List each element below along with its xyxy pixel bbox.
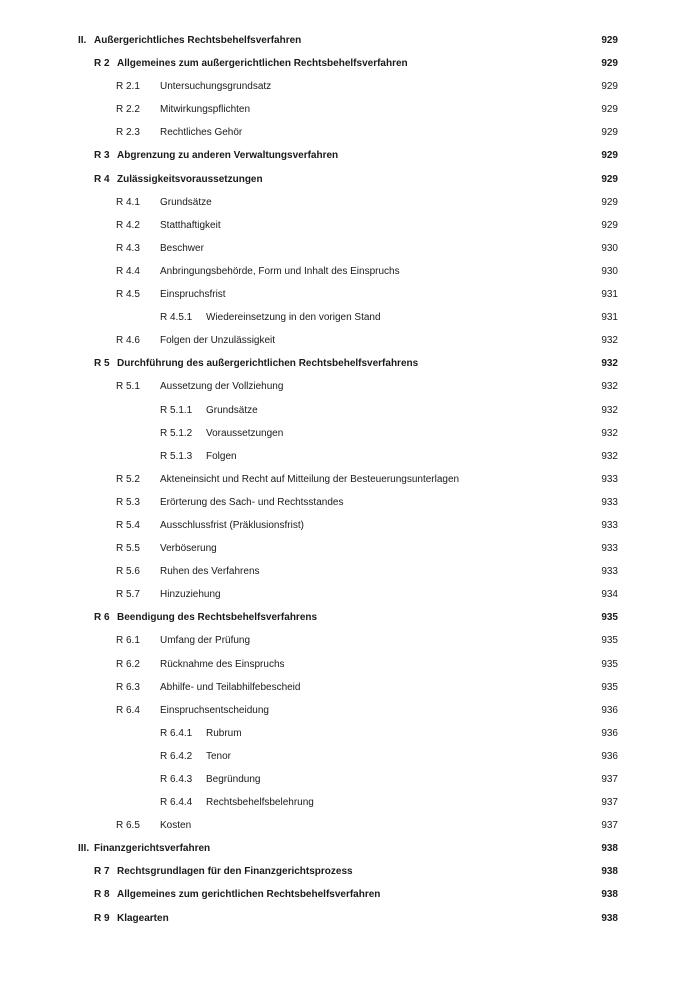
toc-entry-num: II. — [78, 35, 87, 46]
toc-entry-title: Ausschlussfrist (Präklusionsfrist) — [160, 519, 304, 531]
toc-entry-num: R 5.7 — [116, 589, 140, 601]
toc-entry — [0, 514, 700, 537]
toc-entry-num: R 5.6 — [116, 566, 140, 578]
toc-entry — [0, 676, 700, 699]
toc-entry-title: Statthaftigkeit — [160, 219, 221, 231]
toc-entry — [0, 768, 700, 791]
toc-entry-page: 937 — [601, 820, 618, 832]
toc-entry-title: Allgemeines zum gerichtlichen Rechtsbehelfsverfahren — [117, 889, 381, 901]
toc-entry-page: 930 — [601, 242, 618, 254]
toc-entry-num: R 4.5.1 — [160, 312, 193, 324]
toc-entry-num: R 8 — [94, 889, 110, 901]
toc-entry-num: R 5.3 — [116, 496, 140, 508]
toc-entry — [0, 653, 700, 676]
toc-entry-title: Durchführung des außergerichtlichen Rechtsbehelfsverfahrens — [117, 358, 419, 370]
toc-entry — [0, 560, 700, 583]
toc-entry — [0, 606, 700, 629]
toc-entry — [0, 214, 700, 237]
toc-entry — [0, 422, 700, 445]
toc-entry — [0, 237, 700, 260]
toc-entry-page: 933 — [601, 543, 618, 555]
toc-entry — [0, 883, 700, 906]
toc-entry-num: R 5.5 — [116, 543, 140, 555]
toc-entry-page: 932 — [601, 427, 618, 439]
toc-entry-title: Grundsätze — [206, 404, 258, 416]
toc-entry-num: R 6.4.3 — [160, 774, 193, 785]
toc-entry-page: 929 — [601, 81, 618, 93]
toc-entry-title: Tenor — [206, 750, 232, 762]
toc-entry-num: R 6 — [94, 612, 110, 624]
toc-entry-title: Allgemeines zum außergerichtlichen Rechtsbehelfsverfahren — [117, 58, 408, 70]
toc-entry-page: 938 — [601, 912, 618, 924]
toc-entry — [0, 583, 700, 606]
toc-entry-title: Hinzuziehung — [160, 589, 221, 601]
toc-entry — [0, 98, 700, 121]
toc-entry-title: Folgen — [206, 450, 237, 462]
toc-entry-num: R 9 — [94, 912, 110, 924]
toc-entry — [0, 75, 700, 98]
toc-entry-title: Erörterung des Sach- und Rechtsstandes — [160, 496, 344, 508]
toc-entry-title: Rechtsgrundlagen für den Finanzgerichtsprozess — [117, 866, 353, 878]
toc-entry-num: R 2.3 — [116, 127, 140, 139]
toc-entry-num: R 6.4.1 — [160, 727, 193, 739]
toc-entry — [0, 121, 700, 144]
toc-entry-title: Wiedereinsetzung in den vorigen Stand — [206, 312, 381, 324]
toc-entry-num: R 2.2 — [116, 104, 140, 116]
toc-entry-num: R 6.4 — [116, 704, 140, 716]
toc-entry-num: R 5.1 — [116, 381, 140, 393]
table-of-contents — [0, 29, 700, 930]
toc-entry — [0, 699, 700, 722]
toc-entry-page: 937 — [601, 774, 618, 785]
toc-entry-title: Voraussetzungen — [206, 427, 284, 439]
toc-entry-title: Akteneinsicht und Recht auf Mitteilung der Besteuerungsunterlagen — [160, 473, 460, 485]
toc-entry-title: Einspruchsfrist — [160, 289, 226, 301]
toc-entry-title: Anbringungsbehörde, Form und Inhalt des Einspruchs — [160, 265, 400, 277]
toc-entry-num: R 6.4.4 — [160, 797, 193, 809]
toc-entry-num: R 6.2 — [116, 658, 140, 670]
toc-entry-title: Kosten — [160, 820, 192, 832]
toc-entry-num: R 4.2 — [116, 219, 140, 231]
toc-entry-page: 929 — [601, 104, 618, 116]
toc-entry-title: Finanzgerichtsverfahren — [94, 843, 211, 855]
toc-entry-num: R 5.2 — [116, 473, 140, 485]
toc-entry-title: Aussetzung der Vollziehung — [160, 381, 284, 393]
toc-entry — [0, 837, 700, 860]
toc-entry — [0, 168, 700, 191]
toc-entry-page: 932 — [601, 358, 618, 370]
toc-entry — [0, 468, 700, 491]
toc-entry-title: Mitwirkungspflichten — [160, 104, 251, 116]
toc-entry-title: Begründung — [206, 774, 261, 785]
toc-entry-num: III. — [78, 843, 90, 855]
toc-entry-title: Rechtliches Gehör — [160, 127, 243, 139]
toc-entry-num: R 6.1 — [116, 635, 140, 647]
toc-entry-page: 936 — [601, 750, 618, 762]
toc-entry-page: 933 — [601, 519, 618, 531]
toc-entry-page: 935 — [601, 658, 618, 670]
toc-entry — [0, 283, 700, 306]
toc-entry-page: 929 — [601, 127, 618, 139]
toc-entry — [0, 306, 700, 329]
toc-entry — [0, 375, 700, 398]
toc-entry-title: Folgen der Unzulässigkeit — [160, 335, 276, 347]
toc-entry — [0, 260, 700, 283]
toc-entry-num: R 2 — [94, 58, 110, 70]
toc-entry — [0, 329, 700, 352]
toc-entry-title: Rechtsbehelfsbelehrung — [206, 797, 314, 809]
toc-entry-page: 932 — [601, 381, 618, 393]
toc-entry-num: R 4 — [94, 173, 110, 185]
toc-entry-num: R 4.5 — [116, 289, 140, 301]
toc-entry-page: 938 — [601, 843, 618, 855]
toc-entry-num: R 3 — [94, 150, 110, 162]
toc-entry-page: 929 — [601, 196, 618, 208]
toc-entry — [0, 791, 700, 814]
toc-entry — [0, 445, 700, 468]
toc-entry-title: Beschwer — [160, 242, 204, 254]
toc-entry — [0, 722, 700, 745]
toc-entry-page: 935 — [601, 635, 618, 647]
toc-entry-page: 932 — [601, 335, 618, 347]
toc-entry-page: 935 — [601, 681, 618, 693]
toc-entry-title: Außergerichtliches Rechtsbehelfsverfahren — [94, 35, 302, 46]
toc-entry — [0, 399, 700, 422]
toc-entry-title: Umfang der Prüfung — [160, 635, 251, 647]
toc-entry-title: Verböserung — [160, 543, 217, 555]
toc-entry — [0, 352, 700, 375]
toc-entry-title: Abgrenzung zu anderen Verwaltungsverfahren — [117, 150, 339, 162]
toc-entry-num: R 2.1 — [116, 81, 140, 93]
toc-entry — [0, 191, 700, 214]
toc-entry-title: Rücknahme des Einspruchs — [160, 658, 285, 670]
toc-entry-num: R 5 — [94, 358, 110, 370]
toc-entry-page: 929 — [601, 219, 618, 231]
toc-entry-title: Einspruchsentscheidung — [160, 704, 269, 716]
toc-entry-page: 929 — [601, 173, 618, 185]
toc-entry-title: Klagearten — [117, 912, 169, 924]
toc-entry-page: 938 — [601, 889, 618, 901]
toc-entry-title: Rubrum — [206, 727, 242, 739]
toc-entry-title: Beendigung des Rechtsbehelfsverfahrens — [117, 612, 318, 624]
toc-entry-num: R 4.4 — [116, 265, 140, 277]
toc-entry-page: 929 — [601, 58, 618, 70]
toc-entry-page: 938 — [601, 866, 618, 878]
toc-entry-page: 934 — [601, 589, 618, 601]
toc-entry-num: R 5.1.1 — [160, 404, 193, 416]
toc-entry-page: 933 — [601, 496, 618, 508]
toc-entry-num: R 4.3 — [116, 242, 140, 254]
toc-entry-page: 931 — [601, 289, 618, 301]
toc-entry — [0, 537, 700, 560]
toc-entry-page: 929 — [601, 150, 618, 162]
toc-entry-page: 935 — [601, 612, 618, 624]
toc-entry-num: R 6.4.2 — [160, 750, 193, 762]
toc-entry-page: 933 — [601, 473, 618, 485]
toc-entry-page: 929 — [601, 35, 618, 46]
toc-entry — [0, 814, 700, 837]
toc-entry-page: 933 — [601, 566, 618, 578]
toc-entry-page: 930 — [601, 265, 618, 277]
toc-entry — [0, 907, 700, 930]
toc-entry-page: 937 — [601, 797, 618, 809]
toc-entry-num: R 4.6 — [116, 335, 140, 347]
toc-entry-page: 931 — [601, 312, 618, 324]
toc-entry — [0, 629, 700, 652]
toc-entry-num: R 4.1 — [116, 196, 140, 208]
toc-entry — [0, 491, 700, 514]
toc-entry-page: 932 — [601, 450, 618, 462]
toc-entry-num: R 5.1.3 — [160, 450, 193, 462]
toc-entry-num: R 5.4 — [116, 519, 140, 531]
toc-entry — [0, 52, 700, 75]
toc-entry-num: R 5.1.2 — [160, 427, 193, 439]
toc-entry — [0, 144, 700, 167]
toc-entry-page: 936 — [601, 727, 618, 739]
toc-entry-title: Grundsätze — [160, 196, 212, 208]
toc-entry-page: 936 — [601, 704, 618, 716]
toc-entry — [0, 860, 700, 883]
toc-entry-num: R 6.3 — [116, 681, 140, 693]
toc-entry-title: Untersuchungsgrundsatz — [160, 81, 272, 93]
toc-entry-title: Zulässigkeitsvoraussetzungen — [117, 173, 263, 185]
toc-entry — [0, 745, 700, 768]
toc-entry-page: 932 — [601, 404, 618, 416]
toc-entry-num: R 7 — [94, 866, 110, 878]
toc-entry-title: Abhilfe- und Teilabhilfebescheid — [160, 681, 301, 693]
toc-entry-num: R 6.5 — [116, 820, 140, 832]
toc-entry-title: Ruhen des Verfahrens — [160, 566, 260, 578]
toc-entry — [0, 29, 700, 52]
